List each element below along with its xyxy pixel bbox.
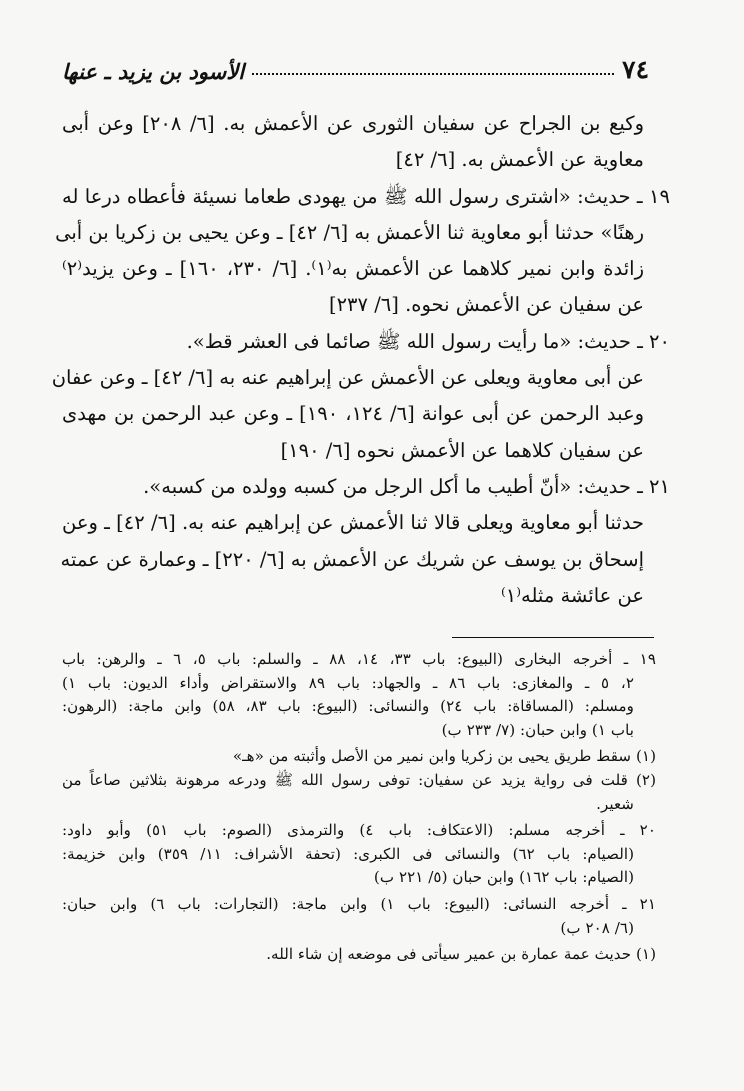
footnotes <box>62 648 656 967</box>
text-line: إسحاق بن يوسف عن شريك عن الأعمش به [٦/ ٢٢٠] ـ وعمارة عن عمته <box>60 547 644 571</box>
footnote-line: (الصيام: باب ٦٢) والنسائى فى الكبرى: (تحفة الأشراف: ١١/ ٣٥٩) وابن خزيمة: <box>62 844 635 863</box>
main-text <box>51 106 670 614</box>
text-line: معاوية عن الأعمش به. [٦/ ٤٢] <box>395 148 644 172</box>
running-title: الأسود بن يزيد ـ عنها <box>62 59 245 84</box>
hadith-20-heading: ٢٠ ـ حديث: «ما رأيت رسول الله ﷺ صائما فى العشر قط». <box>186 329 670 353</box>
text-line: وعبد الرحمن عن أبى عوانة [٦/ ١٢٤، ١٩٠] ـ وعن عبد الرحمن بن مهدى <box>62 402 645 426</box>
footnote-line: ٢١ ـ أخرجه النسائى: (البيوع: باب ١) وابن ماجة: (التجارات: باب ٦) وابن حبان: <box>62 894 656 913</box>
footnote-line: (١) سقط طريق يحيى بن زكريا وابن نمير من الأصل وأثبته من «هـ» <box>232 747 656 766</box>
text-line: عن أبى معاوية ويعلى عن الأعمش عن إبراهيم عنه به [٦/ ٤٢] ـ وعن عفان <box>51 366 644 390</box>
page-number: ٧٤ <box>622 55 649 84</box>
text-line: عن سفيان عن الأعمش نحوه. [٦/ ٢٣٧] <box>328 293 644 317</box>
text-line: وكيع بن الجراح عن سفيان الثورى عن الأعمش به. [٦/ ٢٠٨] وعن أبى <box>62 112 644 135</box>
footnote-line: باب ١) وابن حبان: (٧/ ٢٣٣ ب) <box>441 720 634 739</box>
footnote-line: (٢) قلت فى رواية يزيد عن سفيان: توفى رسول الله ﷺ ودرعه مرهونة بثلاثين صاعاً من <box>62 770 656 789</box>
text-line: عن عائشة مثله⁽١⁾ <box>500 583 644 607</box>
footnote-line: ٢، ٥ ـ والمغازى: باب ٨٦ ـ والجهاد: باب ٨٩ والاستقراض وأداء الديون: باب ١) <box>62 673 634 692</box>
footnote-line: ١٩ ـ أخرجه البخارى (البيوع: باب ٣٣، ١٤، ٨٨ ـ والسلم: باب ٥، ٦ ـ والرهن: باب <box>62 650 656 668</box>
hadith-21-heading: ٢١ ـ حديث: «أنّ أطيب ما أكل الرجل من كسبه وولده من كسبه». <box>143 474 670 498</box>
footnote-line: (الصيام: باب ١٦٢) وابن حبان (٥/ ٢٢١ ب) <box>373 868 634 887</box>
footnote-line: ٢٠ ـ أخرجه مسلم: (الاعتكاف: باب ٤) والترمذى (الصوم: باب ٥١) وأبو داود: <box>62 821 656 840</box>
text-line: رهنًا» حدثنا أبو معاوية ثنا الأعمش به [٦/ ٤٢] ـ وعن يحيى بن زكريا بن أبى <box>55 220 644 244</box>
text-line: حدثنا أبو معاوية ويعلى قالا ثنا الأعمش عن إبراهيم عنه به. [٦/ ٤٢] ـ وعن <box>62 511 644 535</box>
footnote-line: (١) حديث عمة عمارة بن عمير سيأتى فى موضعه إن شاء الله. <box>266 945 656 964</box>
header-dotted-leader <box>252 73 614 75</box>
footnote-separator <box>452 637 654 638</box>
text-line: زائدة وابن نمير كلاهما عن الأعمش به⁽١⁾. [٦/ ٢٣٠، ١٦٠] ـ وعن يزيد⁽٢⁾ <box>62 257 645 281</box>
text-line: عن سفيان كلاهما عن الأعمش نحوه [٦/ ١٩٠] <box>280 438 644 462</box>
footnote-line: (٦/ ٢٠٨ ب) <box>560 918 634 937</box>
footnote-line: ومسلم: (المساقاة: باب ٢٤) والنسائى: (البيوع: باب ٨٣، ٥٨) وابن ماجة: (الرهون: <box>62 697 634 716</box>
footnote-line: شعير. <box>596 794 634 813</box>
page-header <box>62 48 649 82</box>
hadith-19-heading: ١٩ ـ حديث: «اشترى رسول الله ﷺ من يهودى طعاما نسيئة فأعطاه درعا له <box>62 184 670 208</box>
